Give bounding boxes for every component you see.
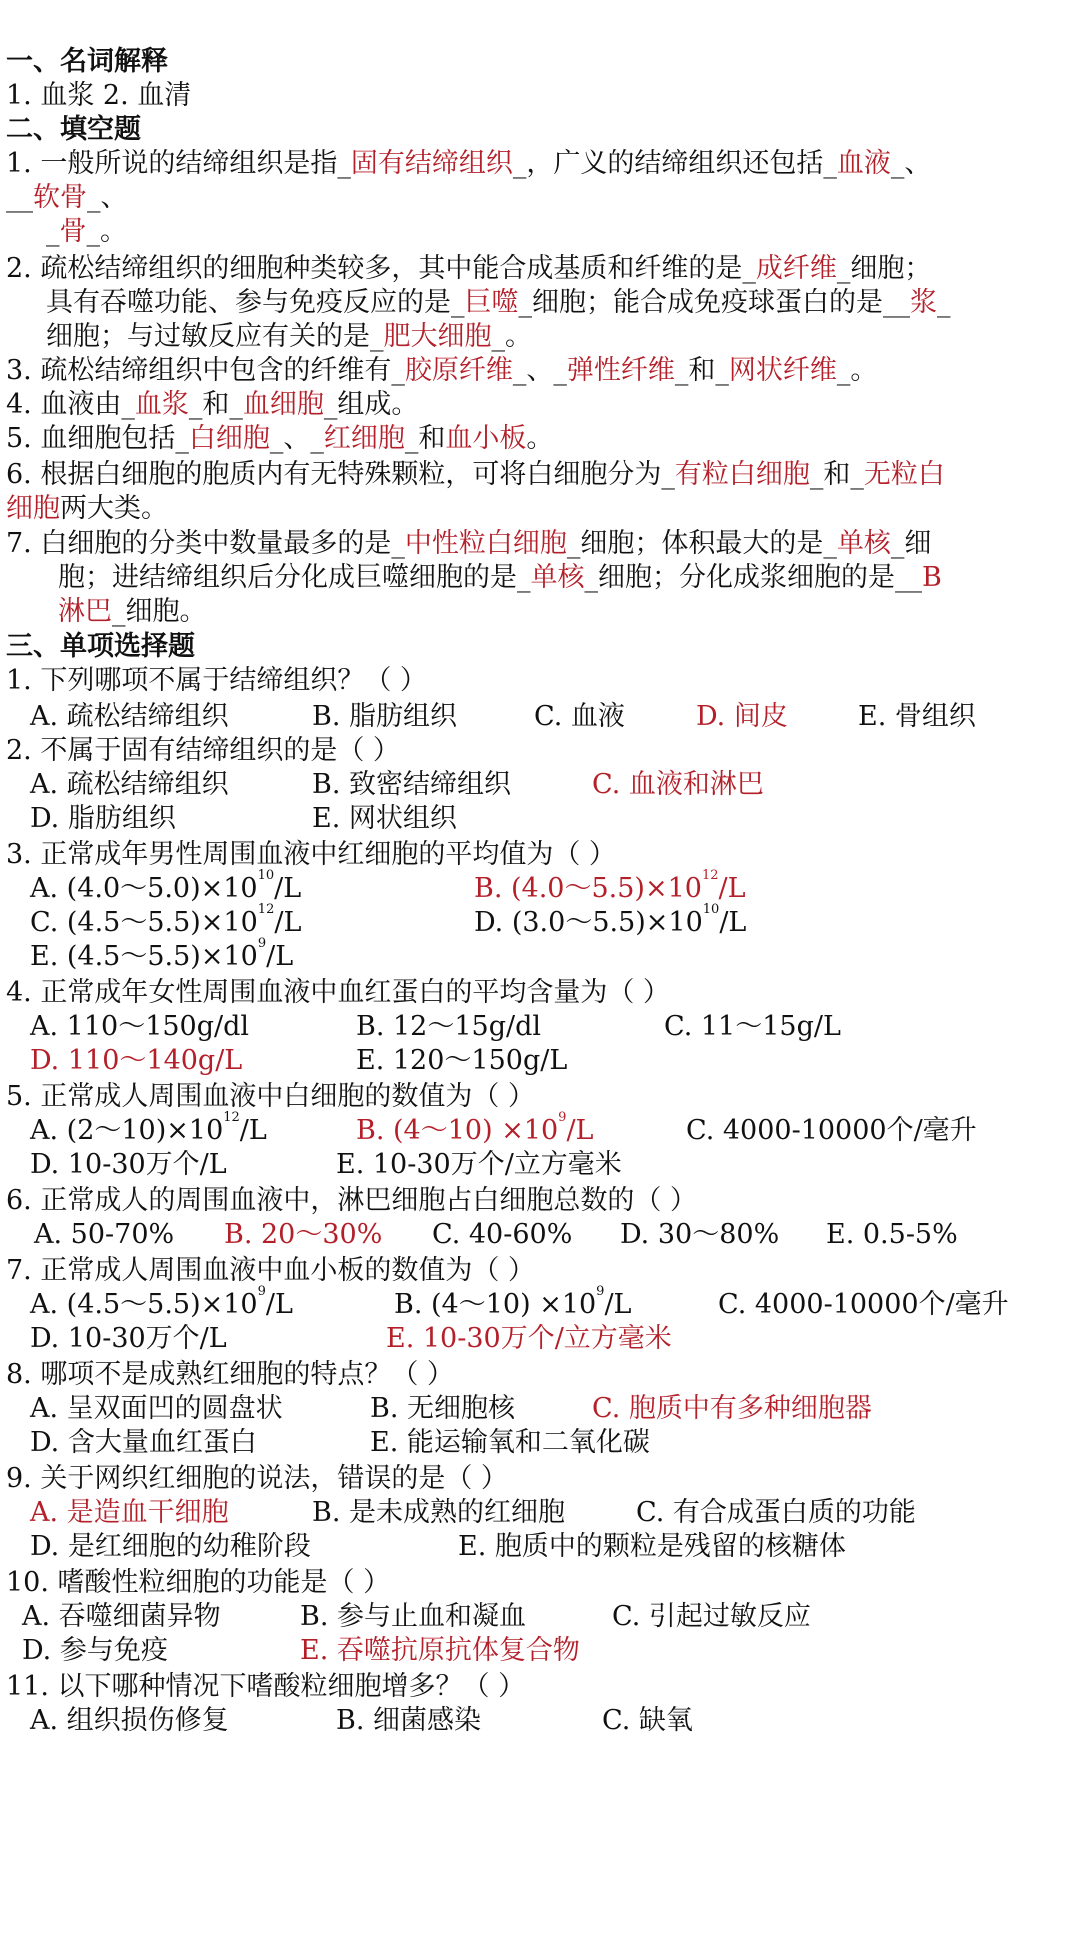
answer: 淋巴: [58, 596, 112, 627]
section-heading-terms: 一、名词解释: [6, 46, 168, 77]
option-c: C. 血液: [534, 701, 625, 732]
answer: 成纤维: [755, 253, 837, 284]
option-b: B. 细菌感染: [336, 1705, 482, 1736]
option-b-answer: B. $(4.0\sim 5.5)\times 10^{12}/L$: [474, 868, 746, 904]
option-a: A. $(4.5\sim 5.5)\times 10^9/L$: [30, 1284, 293, 1320]
answer: 骨: [59, 216, 87, 247]
option-b: B. 参与止血和凝血: [300, 1601, 527, 1632]
option-d-answer: D. 110～140g/L: [30, 1045, 243, 1076]
choice-q9-stem: 9. 关于网织红细胞的说法，错误的是（ ）: [6, 1463, 508, 1494]
option-d: D. 10-30万个/L: [30, 1149, 227, 1180]
option-c: C. 缺氧: [602, 1705, 693, 1736]
option-c: C. 引起过敏反应: [612, 1601, 811, 1632]
answer: 无粒白: [863, 459, 945, 490]
choice-q4-stem: 4. 正常成年女性周围血液中血红蛋白的平均含量为（ ）: [6, 977, 670, 1008]
option-d: D. 脂肪组织: [30, 803, 176, 834]
option-c: C. 4000-10000个/毫升: [718, 1289, 1009, 1320]
fill-q1-line2: __软骨_、: [6, 182, 128, 213]
option-d: D. 10-30万个/L: [30, 1323, 227, 1354]
fill-q1-line1: 1. 一般所说的结缔组织是指_固有结缔组织_，广义的结缔组织还包括_血液_、: [6, 148, 932, 179]
fill-q2-line1: 2. 疏松结缔组织的细胞种类较多，其中能合成基质和纤维的是_成纤维_细胞；: [6, 253, 932, 284]
option-b: B. 脂肪组织: [312, 701, 458, 732]
answer: 单核: [530, 562, 585, 593]
option-a: A. 组织损伤修复: [30, 1705, 229, 1736]
choice-q3-stem: 3. 正常成年男性周围血液中红细胞的平均值为（ ）: [6, 839, 616, 870]
answer: B: [922, 562, 942, 593]
option-a: A. 疏松结缔组织: [30, 769, 229, 800]
option-b: B. (4～10) $\times 10^9/L$: [394, 1284, 632, 1320]
fill-q7-line1: 7. 白细胞的分类中数量最多的是_中性粒白细胞_细胞；体积最大的是_单核_细: [6, 528, 932, 559]
option-e-answer: E. 10-30万个/立方毫米: [386, 1323, 672, 1354]
option-d: D. 是红细胞的幼稚阶段: [30, 1531, 311, 1562]
option-e: E. 能运输氧和二氧化碳: [370, 1427, 650, 1458]
terms-list: 1. 血浆 2. 血清: [6, 80, 192, 111]
option-a: A. $(2\sim 10)\times 10^{12}/L$: [30, 1110, 267, 1146]
answer: 有粒白细胞: [674, 459, 810, 490]
option-d: D. $(3.0\sim 5.5)\times 10^{10}/L$: [474, 902, 747, 938]
fill-q1-line3: _骨_。: [46, 216, 127, 247]
fill-q2-line3: 细胞；与过敏反应有关的是_肥大细胞_。: [46, 321, 532, 352]
choice-q5-stem: 5. 正常成人周围血液中白细胞的数值为（ ）: [6, 1081, 535, 1112]
option-e-answer: E. 吞噬抗原抗体复合物: [300, 1635, 580, 1666]
fill-q5: 5. 血细胞包括_白细胞_、_红细胞_和血小板。: [6, 423, 554, 454]
option-e: E. 10-30万个/立方毫米: [336, 1149, 622, 1180]
option-c-answer: C. 胞质中有多种细胞器: [592, 1393, 872, 1424]
answer: 单核: [836, 528, 891, 559]
answer: 细胞: [6, 493, 60, 524]
fill-q7-line2: 胞；进结缔组织后分化成巨噬细胞的是_单核_细胞；分化成浆细胞的是__B: [58, 562, 942, 593]
option-c: C. 有合成蛋白质的功能: [636, 1497, 916, 1528]
option-b-answer: B. (4～10) $\times 10^9/L$: [356, 1110, 594, 1146]
option-a: A. 50-70%: [34, 1219, 175, 1250]
option-c: C. $(4.5\sim 5.5)\times 10^{12}/L$: [30, 902, 302, 938]
answer: 胶原纤维: [404, 355, 513, 386]
answer: 红细胞: [323, 423, 405, 454]
answer: 血浆: [134, 389, 189, 420]
option-b-answer: B. 20～30%: [224, 1219, 383, 1250]
answer: 浆: [910, 287, 937, 318]
option-c: C. 11～15g/L: [664, 1011, 841, 1042]
answer: 弹性纤维: [566, 355, 675, 386]
answer: 白细胞: [188, 423, 270, 454]
section-heading-choice: 三、单项选择题: [6, 631, 195, 662]
option-e: E. 胞质中的颗粒是残留的核糖体: [458, 1531, 846, 1562]
option-e: E. 网状组织: [312, 803, 457, 834]
choice-q7-stem: 7. 正常成人周围血液中血小板的数值为（ ）: [6, 1255, 535, 1286]
option-c: C. 40-60%: [432, 1219, 573, 1250]
option-a: A. 110～150g/dl: [30, 1011, 250, 1042]
option-c-answer: C. 血液和淋巴: [592, 769, 764, 800]
fill-q4: 4. 血液由_血浆_和_血细胞_组成。: [6, 389, 419, 420]
answer: 血细胞: [242, 389, 324, 420]
choice-q6-stem: 6. 正常成人的周围血液中，淋巴细胞占白细胞总数的（ ）: [6, 1185, 697, 1216]
option-d-answer: D. 间皮: [696, 701, 788, 732]
choice-q1-stem: 1. 下列哪项不属于结缔组织？（ ）: [6, 665, 427, 696]
fill-q3: 3. 疏松结缔组织中包含的纤维有_胶原纤维_、_弹性纤维_和_网状纤维_。: [6, 355, 878, 386]
choice-q10-stem: 10. 嗜酸性粒细胞的功能是（ ）: [6, 1567, 391, 1598]
option-e: E. 0.5-5%: [826, 1219, 958, 1250]
option-e: E. 骨组织: [858, 701, 976, 732]
answer: 固有结缔组织: [350, 148, 513, 179]
option-d: D. 含大量血红蛋白: [30, 1427, 257, 1458]
option-d: D. 参与免疫: [22, 1635, 168, 1666]
answer: 网状纤维: [728, 355, 837, 386]
option-b: B. 是未成熟的红细胞: [312, 1497, 566, 1528]
fill-q6-line1: 6. 根据白细胞的胞质内有无特殊颗粒，可将白细胞分为_有粒白细胞_和_无粒白: [6, 459, 945, 490]
choice-q2-stem: 2. 不属于固有结缔组织的是（ ）: [6, 735, 400, 766]
option-a: A. 疏松结缔组织: [30, 701, 229, 732]
option-a: A. $(4.0\sim 5.0)\times 10^{10}/L$: [30, 868, 302, 904]
option-a: A. 呈双面凹的圆盘状: [30, 1393, 283, 1424]
option-a-answer: A. 是造血干细胞: [30, 1497, 229, 1528]
section-heading-fill: 二、填空题: [6, 114, 141, 145]
answer: 血小板: [445, 423, 527, 454]
fill-q2-line2: 具有吞噬功能、参与免疫反应的是_巨噬_细胞；能合成免疫球蛋白的是__浆_: [46, 287, 951, 318]
answer: 中性粒白细胞: [404, 528, 567, 559]
choice-q8-stem: 8. 哪项不是成熟红细胞的特点？（ ）: [6, 1359, 454, 1390]
answer: 巨噬: [464, 287, 519, 318]
fill-q6-line2: 细胞两大类。: [6, 493, 168, 524]
answer: 血液: [836, 148, 891, 179]
option-b: B. 无细胞核: [370, 1393, 516, 1424]
fill-q7-line3: 淋巴_细胞。: [58, 596, 207, 627]
answer: 软骨: [33, 182, 87, 213]
option-b: B. 12～15g/dl: [356, 1011, 542, 1042]
choice-q11-stem: 11. 以下哪种情况下嗜酸粒细胞增多？（ ）: [6, 1671, 526, 1702]
option-d: D. 30～80%: [620, 1219, 780, 1250]
option-c: C. 4000-10000个/毫升: [686, 1115, 977, 1146]
option-e: E. 120～150g/L: [356, 1045, 568, 1076]
option-a: A. 吞噬细菌异物: [22, 1601, 221, 1632]
option-e: E. $(4.5\sim 5.5)\times 10^9/L$: [30, 936, 294, 972]
answer: 肥大细胞: [383, 321, 492, 352]
option-b: B. 致密结缔组织: [312, 769, 512, 800]
